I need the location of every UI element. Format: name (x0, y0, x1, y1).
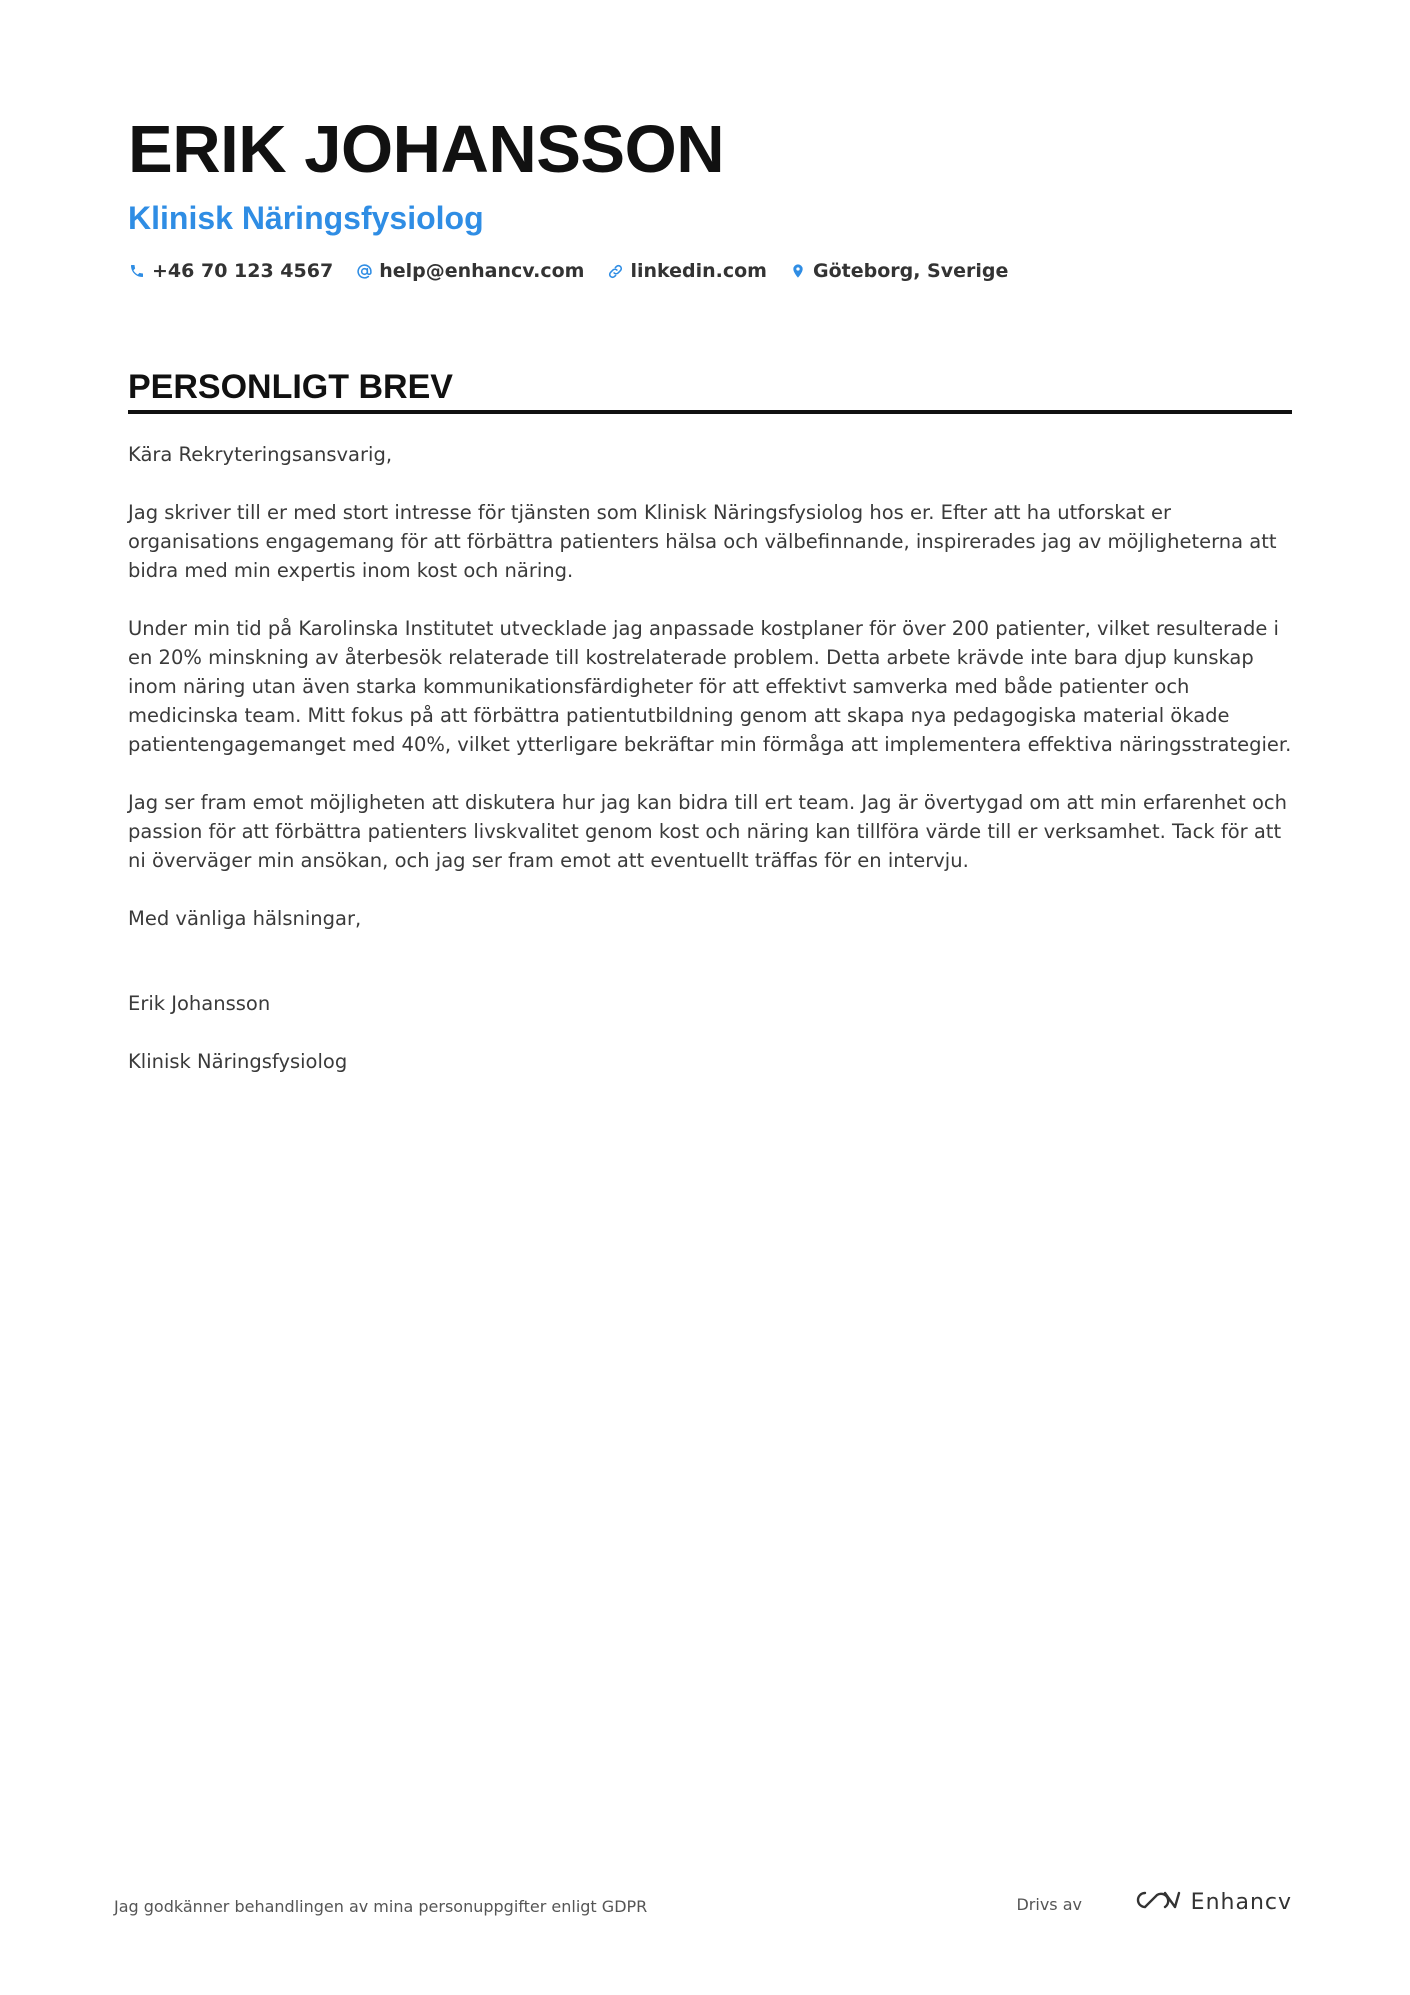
gdpr-consent-text: Jag godkänner behandlingen av mina personuppgifter enligt GDPR (114, 1897, 648, 1916)
letter-header (128, 110, 1292, 282)
contact-info-row (128, 260, 1292, 282)
powered-by-label: Drivs av (1016, 1895, 1082, 1914)
link-icon (606, 262, 624, 280)
letter-paragraph: Jag ser fram emot möjligheten att diskutera hur jag kan bidra till ert team. Jag är övertygad om att min erfarenhet och passion för att förbättra patienters livskvalitet genom kost och näring kan tillföra värde till er verksamhet. Tack för att ni överväger min ansökan, och jag ser fram emot att eventuellt träffas för en intervju. (128, 791, 1287, 872)
at-icon (355, 262, 373, 280)
applicant-job-title: Klinisk Näringsfysiolog (128, 200, 484, 236)
letter-paragraph: Jag skriver till er med stort intresse för tjänsten som Klinisk Näringsfysiolog hos er. Efter att ha utforskat er organisations engagemang för att förbättra patienters hälsa och välbefinnande, inspirerades jag av möjligheterna att bidra med min expertis inom kost och näring. (128, 501, 1277, 582)
location-pin-icon (789, 262, 807, 280)
letter-greeting: Kära Rekryteringsansvarig, (128, 443, 393, 466)
contact-phone[interactable] (128, 260, 333, 282)
enhancv-logo[interactable] (1135, 1887, 1292, 1917)
contact-email[interactable] (355, 260, 584, 282)
applicant-name: ERIK JOHANSSON (128, 112, 725, 187)
enhancv-logo-text: Enhancv (1190, 1889, 1292, 1915)
contact-linkedin-text: linkedin.com (630, 260, 767, 282)
letter-closing: Med vänliga hälsningar, (128, 907, 362, 930)
contact-location-text: Göteborg, Sverige (812, 260, 1009, 282)
phone-icon (128, 262, 146, 280)
contact-location (789, 260, 1008, 282)
enhancv-logo-icon (1135, 1887, 1181, 1917)
letter-body (128, 440, 1292, 1105)
section-heading: PERSONLIGT BREV (128, 368, 453, 406)
contact-linkedin[interactable] (606, 260, 767, 282)
signature-name: Erik Johansson (128, 992, 271, 1015)
page-footer (114, 1889, 1292, 1923)
letter-paragraph: Under min tid på Karolinska Institutet utvecklade jag anpassade kostplaner för över 200 patienter, vilket resulterade i en 20% minskning av återbesök relaterade till kostrelaterade problem. Detta arbete krävde inte bara djup kunskap inom näring utan även starka kommunikationsfärdigheter för att effektivt samverka med både patienter och medicinska team. Mitt fokus på att förbättra patientutbildning genom att skapa nya pedagogiska material ökade patientengagemanget med 40%, vilket ytterligare bekräftar min förmåga att implementera effektiva näringsstrategier. (128, 617, 1292, 756)
signature-title: Klinisk Näringsfysiolog (128, 1050, 348, 1073)
section-divider (128, 410, 1292, 414)
contact-phone-text: +46 70 123 4567 (152, 260, 334, 282)
contact-email-text: help@enhancv.com (379, 260, 585, 282)
